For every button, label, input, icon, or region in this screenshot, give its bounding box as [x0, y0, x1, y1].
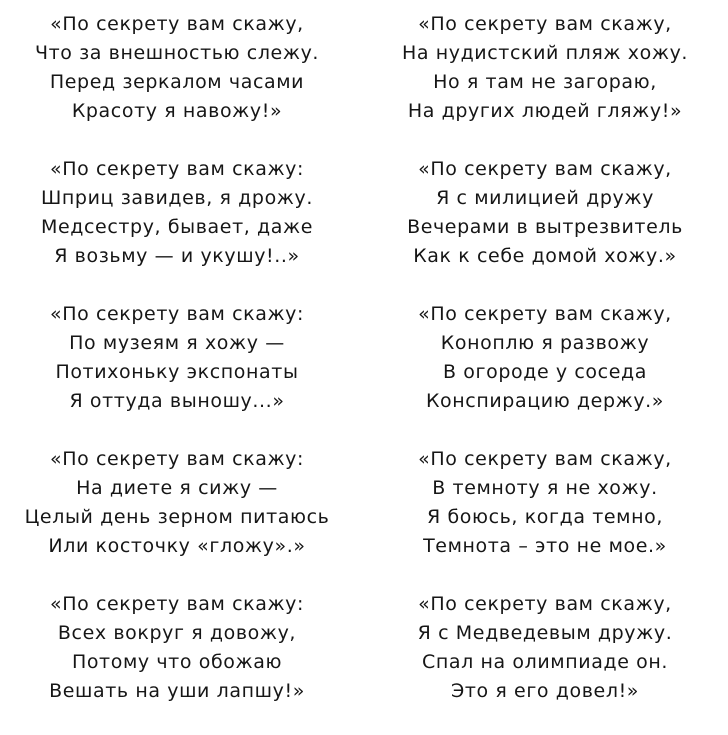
poem-line: Или косточку «гложу».» [48, 535, 306, 557]
poem-line: «По секрету вам скажу, [50, 13, 304, 35]
stanza [2, 155, 352, 300]
stanza [2, 445, 352, 590]
poem-line: Я оттуда выношу...» [69, 390, 285, 412]
right-column [370, 10, 720, 735]
stanza [2, 590, 352, 735]
left-column [2, 10, 352, 735]
poem-line: Потому что обожаю [71, 651, 283, 673]
poem-line: Вешать на уши лапшу!» [49, 680, 305, 702]
poem-line: «По секрету вам скажу: [49, 303, 305, 325]
poem-line: Красоту я навожу!» [71, 100, 283, 122]
stanza [370, 590, 720, 735]
poem-line: Медсестру, бывает, даже [40, 216, 314, 238]
poem-line: На других людей гляжу!» [407, 100, 683, 122]
poem-line: Конспирацию держу.» [425, 390, 665, 412]
poem-line: «По секрету вам скажу, [418, 448, 672, 470]
poem-line: Я боюсь, когда темно, [427, 506, 663, 528]
poem-line: Спал на олимпиаде он. [421, 651, 669, 673]
poem-line: По музеям я хожу — [69, 332, 285, 354]
stanza [2, 300, 352, 445]
poem-line: Я с милицией дружу [436, 187, 654, 209]
poem-line: «По секрету вам скажу: [49, 448, 305, 470]
poem-line: Целый день зерном питаюсь [24, 506, 330, 528]
poem-line: Перед зеркалом часами [49, 71, 305, 93]
stanza [370, 445, 720, 590]
poem-line: На диете я сижу — [76, 477, 278, 499]
stanza [370, 155, 720, 300]
poem-line: Но я там не загораю, [433, 71, 657, 93]
poem-line: Всех вокруг я довожу, [57, 622, 297, 644]
stanza [370, 10, 720, 155]
poem-line: Шприц завидев, я дрожу. [40, 187, 313, 209]
poem-line: Я с Медведевым дружу. [417, 622, 673, 644]
poem-line: «По секрету вам скажу: [49, 593, 305, 615]
poem-line: Потихоньку экспонаты [55, 361, 299, 383]
poem-line: «По секрету вам скажу, [418, 13, 672, 35]
poem-line: «По секрету вам скажу: [49, 158, 305, 180]
poem-line: Коноплю я развожу [440, 332, 650, 354]
poem-line: В огороде у соседа [443, 361, 647, 383]
poem-line: Я возьму — и укушу!..» [54, 245, 300, 267]
poem-line: В темноту я не хожу. [432, 477, 658, 499]
stanza [2, 10, 352, 155]
poem-line: Как к себе домой хожу.» [413, 245, 677, 267]
poem-line: Это я его довел!» [450, 680, 640, 702]
poem-line: Вечерами в вытрезвитель [407, 216, 683, 238]
poem-line: На нудистский пляж хожу. [401, 42, 689, 64]
poem-line: Что за внешностью слежу. [34, 42, 320, 64]
poem-line: «По секрету вам скажу, [418, 303, 672, 325]
poem-line: «По секрету вам скажу, [418, 158, 672, 180]
stanza [370, 300, 720, 445]
poem-line: «По секрету вам скажу, [418, 593, 672, 615]
poem-line: Темнота – это не мое.» [423, 535, 667, 557]
